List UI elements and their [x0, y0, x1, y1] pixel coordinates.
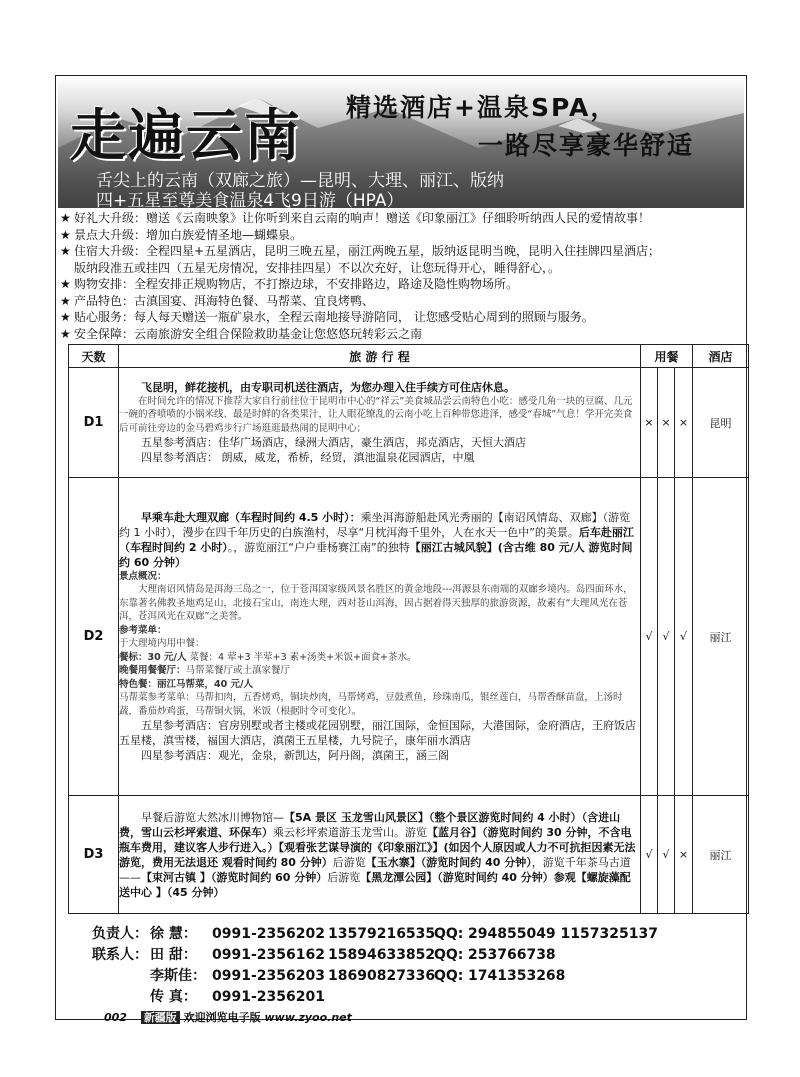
- contact-list: [92, 924, 658, 1008]
- edition-badge: 新疆版: [141, 1011, 180, 1024]
- meal-lunch: √: [658, 478, 675, 796]
- header-itinerary: 旅 游 行 程: [119, 345, 641, 368]
- contact-row: 李斯佳： 0991-2356203 18690827336QQ: 1741353268: [150, 968, 566, 984]
- meal-breakfast: √: [641, 478, 658, 796]
- star-icon: ★: [60, 326, 71, 341]
- day-label: D2: [69, 478, 119, 796]
- day-label: D1: [69, 368, 119, 478]
- meal-lunch: ×: [658, 368, 675, 478]
- star-icon: ★: [60, 244, 71, 258]
- itinerary-cell: 早餐后游览大然冰川博物馆—【5A 景区 玉龙雪山风景区】（整个景区游览时间约 4 小时）（含进山费，雪山云杉坪索道、环保车）乘云杉坪索道游玉龙雪山。游览【蓝月谷】（游览时间约 30 分钟，不含电瓶车费用，建议客人步行进入。）【观看张艺谋导演的《印象丽江》】(如因个人原因或人力不可抗拒因素无法游览，费用无法退还 观看时间约 80 分钟）后游览【玉水寨】（游览时间约 40 分钟），游览千年茶马古道——【束河古镇 】（游览时间约 60 分钟）后游览【黑龙潭公园】（游览时间约 40 分钟）参观【螺旋藻配送中心 】（45 分钟）: [119, 796, 641, 914]
- star-icon: ★: [60, 277, 71, 291]
- table-row-d2: [69, 478, 749, 796]
- banner: [58, 78, 744, 208]
- feature-item: 版纳段准五或挂四（五星无房情况，安排挂四星）不以次充好，让您玩得开心，睡得舒心，。: [74, 260, 561, 275]
- meal-dinner: ×: [675, 796, 693, 914]
- brand-title: 走遍云南: [70, 103, 302, 169]
- subtitle-1: 舌尖上的云南（双廊之旅）—昆明、大理、丽江、版纳: [96, 171, 504, 191]
- table-header-row: [69, 345, 749, 368]
- footer: [104, 1009, 352, 1025]
- meal-breakfast: ×: [641, 368, 658, 478]
- tagline-1: 精选酒店+温泉SPA，: [346, 93, 618, 122]
- header-hotel: 酒店: [693, 345, 749, 368]
- tagline-2: 一路尽享豪华舒适: [478, 131, 695, 160]
- hotel-city: 丽江: [693, 796, 749, 914]
- day-label: D3: [69, 796, 119, 914]
- table-row-d3: [69, 796, 749, 914]
- page-number: 002: [104, 1011, 127, 1024]
- contact-row: 联系人： 田 甜： 0991-2356162 15894633852QQ: 253766738: [92, 947, 556, 963]
- feature-item: ★ 贴心服务：每人每天赠送一瓶矿泉水，全程云南地接导游陪同， 让您感受贴心周到的照顾与服务。: [60, 310, 594, 324]
- footer-url[interactable]: www.zyoo.net: [264, 1011, 352, 1024]
- header-meals: 用餐: [641, 345, 693, 368]
- meal-dinner: √: [675, 478, 693, 796]
- subtitle-2: 四+五星至尊美食温泉4飞9日游（HPA）: [96, 191, 404, 208]
- star-icon: ★: [60, 211, 71, 225]
- hotel-city: 昆明: [693, 368, 749, 478]
- contact-row: 负责人： 徐 慧： 0991-2356202 13579216535QQ: 294855049 1157325137: [92, 926, 658, 942]
- star-icon: ★: [60, 293, 71, 308]
- feature-item: ★ 产品特色：古滇国宴、洱海特色餐、马帮菜、宜良烤鸭、: [60, 293, 375, 308]
- feature-item: ★ 购物安排：全程安排正规购物店，不打擦边球，不安排路边，路途及隐性购物场所。: [60, 277, 519, 291]
- feature-item: ★ 好礼大升级：赠送《云南映象》让你听到来自云南的响声！赠送《印象丽江》仔细聆听纳西人民的爱情故事！: [60, 211, 651, 225]
- header-day: 天数: [69, 345, 119, 368]
- star-icon: ★: [60, 227, 71, 242]
- meal-dinner: ×: [675, 368, 693, 478]
- meal-breakfast: √: [641, 796, 658, 914]
- meal-lunch: √: [658, 796, 675, 914]
- table-row-d1: [69, 368, 749, 478]
- feature-list: [60, 210, 746, 342]
- footer-slogan: 欢迎浏览电子版: [183, 1011, 261, 1024]
- itinerary-cell: 早乘车赴大理双廊（车程时间约 4.5 小时）：乘坐洱海游船赴风光秀丽的【南诏风情岛、双廊】（游览约 1 小时），漫步在四千年历史的白族渔村，尽享“月枕洱海千里外，人在水天一色中”的美景。后车赴丽江（车程时间约 2 小时）。，游览丽江“户户垂杨赛江南”的独特【丽江古城风貌】(含古维 80 元/人 游览时间约 60 分钟） 景点概况： 大理南诏风情岛是洱海三岛之一，位于苍洱国家级风景名胜区的黄金地段---洱源县东南端的双廊乡境内。岛四面环水，东靠著名佛教圣地鸡足山，北接石宝山，南连大理，西对苍山洱海，因占据着得天独厚的旅游资源，故素有“大理风光在苍洱，苍洱风光在双廊”之美誉。 参考菜单： 于大理境内用中餐： 餐标：30 元/人 菜餐：4 荤+3 半荤+3 素+汤类+米饭+面食+茶水。 晚餐用餐餐厅：马帮菜餐厅或土滇家餐厅 特色餐：丽江马帮菜，40 元/人 马帮菜参考菜单：马帮扣肉，五香烤鸡，铜块炒肉，马帮烤鸡，豆鼓煮鱼，珍珠南瓜，银丝莲白，马帮香酥苗盘，上汤时蔬，番茄炒鸡蛋，马帮铜火锅，米饭（根据时令可变化）。 五星参考酒店：官房别墅或者主楼或花园别墅，丽江国际，金恒国际，大港国际，金府酒店，王府饭店五星楼，滇雪楼，福国大酒店，滇菌王五星楼，九号院子，康年丽水酒店 四星参考酒店：观光，金泉，新凯达，阿丹阁，滇菌王，涵三阁: [119, 478, 641, 796]
- hotel-city: 丽江: [693, 478, 749, 796]
- itinerary-table: [68, 344, 749, 914]
- contact-row: 传 真： 0991-2356201: [150, 989, 325, 1005]
- feature-item: ★ 景点大升级：增加白族爱情圣地—蝴蝶泉。: [60, 227, 303, 242]
- feature-item: ★ 住宿大升级：全程四星+五星酒店，昆明三晚五星，丽江两晚五星，版纳返昆明当晚，昆明入住挂牌四星酒店；: [60, 244, 661, 258]
- feature-item: ★ 安全保障：云南旅游安全组合保险救助基金让您悠悠玩转彩云之南: [60, 326, 423, 341]
- star-icon: ★: [60, 310, 71, 324]
- itinerary-cell: 飞昆明，鲜花接机，由专职司机送往酒店，为您办理入住手续方可住店休息。 在时间允许的情况下推荐大家自行前往位于昆明市中心的“祥云”美食城品尝云南特色小吃：感受几角一块的豆腐、几元一碗的香喷喷的小锅米线、最是时鲜的各类果汁，让人眼花缭乱的云南小吃上百种带您进泽，感受“春城”气息！学开完美食后可前往旁边的金马碧鸡步行广场逛逛最热闹的昆明中心； 五星参考酒店：佳华广场酒店，绿洲大酒店，豪生酒店，邦克酒店，天恒大酒店 四星参考酒店： 朗威，威龙，希桥，经贸，滇池温泉花园酒店，中凰: [119, 368, 641, 478]
